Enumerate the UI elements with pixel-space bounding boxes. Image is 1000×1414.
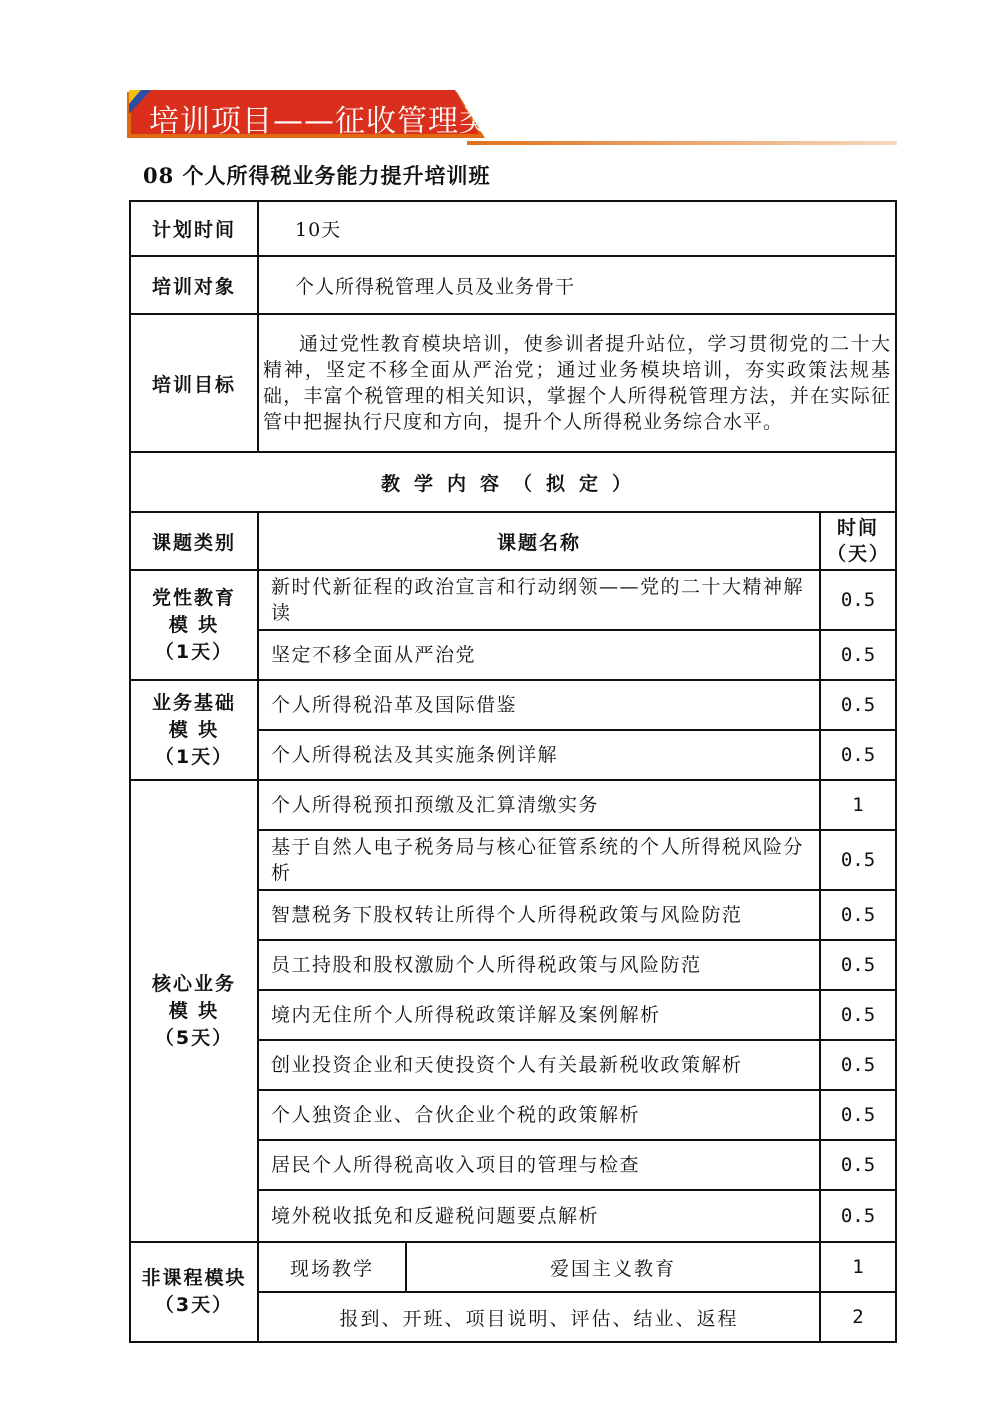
topic-days: 0.5 bbox=[820, 630, 896, 680]
topic-name: 居民个人所得税高收入项目的管理与检查 bbox=[258, 1140, 820, 1190]
name-column-header: 课题名称 bbox=[258, 512, 820, 570]
module-core-name: 核心业务 bbox=[151, 972, 236, 995]
topic-name: 新时代新征程的政治宣言和行动纲领——党的二十大精神解读 bbox=[258, 570, 820, 630]
module-basic bbox=[130, 680, 258, 780]
goal-label: 培训目标 bbox=[130, 314, 258, 452]
topic-days: 0.5 bbox=[820, 830, 896, 890]
module-noncourse bbox=[130, 1242, 258, 1342]
topic-days: 0.5 bbox=[820, 1040, 896, 1090]
module-basic-days: （1天） bbox=[154, 745, 234, 768]
goal-value: 通过党性教育模块培训，使参训者提升站位，学习贯彻党的二十大精神，坚定不移全面从严治党；通过业务模块培训，夯实政策法规基础，丰富个税管理的相关知识，掌握个人所得税管理方法，并在实际征管中把握执行尺度和方向，提升个人所得税业务综合水平。 bbox=[258, 314, 896, 452]
module-noncourse-days: （3天） bbox=[154, 1294, 234, 1316]
table-row bbox=[130, 780, 896, 830]
admin-topic: 报到、开班、项目说明、评估、结业、返程 bbox=[258, 1292, 820, 1342]
topic-name: 创业投资企业和天使投资个人有关最新税收政策解析 bbox=[258, 1040, 820, 1090]
plan-time-row bbox=[130, 201, 896, 256]
category-column-header: 课题类别 bbox=[130, 512, 258, 570]
goal-row bbox=[130, 314, 896, 452]
topic-name: 个人独资企业、合伙企业个税的政策解析 bbox=[258, 1090, 820, 1140]
topic-days: 0.5 bbox=[820, 680, 896, 730]
topic-days: 0.5 bbox=[820, 890, 896, 940]
topic-name: 员工持股和股权激励个人所得税政策与风险防范 bbox=[258, 940, 820, 990]
topic-name: 个人所得税法及其实施条例详解 bbox=[258, 730, 820, 780]
target-label: 培训对象 bbox=[130, 256, 258, 314]
module-core-days: （5天） bbox=[154, 1026, 234, 1049]
topic-name: 个人所得税沿革及国际借鉴 bbox=[258, 680, 820, 730]
topic-days: 0.5 bbox=[820, 730, 896, 780]
topic-days: 0.5 bbox=[820, 1190, 896, 1242]
module-core-suffix: 模 块 bbox=[168, 999, 220, 1022]
module-core bbox=[130, 780, 258, 1242]
module-party-days: （1天） bbox=[154, 640, 234, 663]
topic-days: 0.5 bbox=[820, 1090, 896, 1140]
banner-title: 培训项目——征收管理类 bbox=[149, 104, 490, 139]
topic-days: 0.5 bbox=[820, 940, 896, 990]
days-column-header: 时间（天） bbox=[820, 512, 896, 570]
plan-time-value: 10天 bbox=[258, 201, 896, 256]
topic-days: 0.5 bbox=[820, 570, 896, 630]
topic-name: 境内无住所个人所得税政策详解及案例解析 bbox=[258, 990, 820, 1040]
topic-name: 智慧税务下股权转让所得个人所得税政策与风险防范 bbox=[258, 890, 820, 940]
topic-name: 基于自然人电子税务局与核心征管系统的个人所得税风险分析 bbox=[258, 830, 820, 890]
plan-time-label: 计划时间 bbox=[130, 201, 258, 256]
topic-days: 0.5 bbox=[820, 1140, 896, 1190]
module-party-suffix: 模 块 bbox=[168, 613, 220, 636]
content-header: 教学内容（拟定） bbox=[130, 452, 896, 512]
course-title: 08 个人所得税业务能力提升培训班 bbox=[143, 163, 491, 188]
table-row bbox=[130, 680, 896, 730]
module-party bbox=[130, 570, 258, 680]
module-noncourse-name: 非课程模块 bbox=[141, 1267, 247, 1289]
site-teaching-days: 1 bbox=[820, 1242, 896, 1292]
column-header-row bbox=[130, 512, 896, 570]
site-teaching-topic: 爱国主义教育 bbox=[406, 1242, 820, 1292]
table-row bbox=[130, 1242, 896, 1292]
module-basic-suffix: 模 块 bbox=[168, 718, 220, 741]
table-row bbox=[130, 570, 896, 630]
topic-name: 境外税收抵免和反避税问题要点解析 bbox=[258, 1190, 820, 1242]
content-header-row bbox=[130, 452, 896, 512]
site-teaching-label: 现场教学 bbox=[258, 1242, 406, 1292]
topic-days: 1 bbox=[820, 780, 896, 830]
topic-name: 坚定不移全面从严治党 bbox=[258, 630, 820, 680]
target-value: 个人所得税管理人员及业务骨干 bbox=[258, 256, 896, 314]
topic-days: 0.5 bbox=[820, 990, 896, 1040]
topic-name: 个人所得税预扣预缴及汇算清缴实务 bbox=[258, 780, 820, 830]
target-row bbox=[130, 256, 896, 314]
module-party-name: 党性教育 bbox=[151, 586, 236, 609]
module-basic-name: 业务基础 bbox=[151, 691, 236, 714]
course-table bbox=[129, 200, 897, 1343]
admin-days: 2 bbox=[820, 1292, 896, 1342]
section-banner bbox=[127, 88, 897, 146]
